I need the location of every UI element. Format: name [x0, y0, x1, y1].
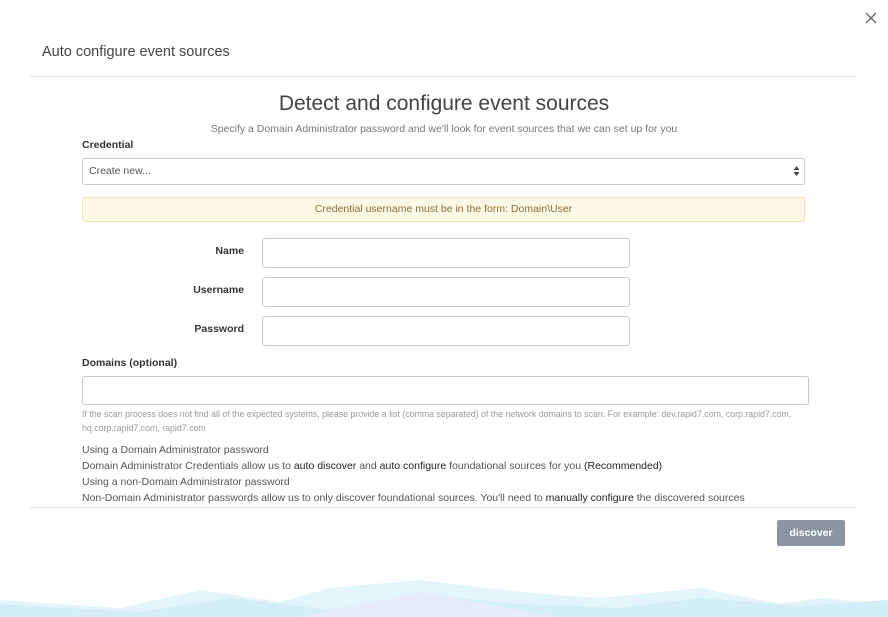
name-input[interactable]: [262, 238, 630, 268]
info-text: foundational sources for you: [446, 460, 584, 472]
credential-select-value: Create new...: [89, 165, 151, 177]
info-text: the discovered sources: [633, 492, 745, 504]
domains-help-text: If the scan process does not find all of the expected systems, please provide a list (comma separated) of the network domains to scan. For example: dev.rapid7.com, corp.rapid7.com, hq.corp.rapid7.com, rapid7.com: [82, 409, 792, 433]
discover-button[interactable]: discover: [777, 520, 845, 546]
password-label: Password: [194, 323, 244, 335]
domains-label: Domains (optional): [82, 357, 178, 369]
info-emphasis: manually configure: [545, 492, 634, 504]
info-emphasis: auto configure: [379, 460, 447, 472]
name-label: Name: [215, 245, 244, 257]
credential-notice: Credential username must be in the form: Domain\User: [82, 197, 805, 222]
domains-input[interactable]: [82, 376, 809, 405]
close-icon[interactable]: [862, 9, 880, 27]
info-text: Domain Administrator Credentials allow us to: [82, 460, 294, 472]
divider: [30, 507, 857, 508]
info-line-non-da-desc: [82, 492, 745, 504]
credential-label: Credential: [82, 139, 134, 151]
divider: [30, 76, 857, 77]
info-line-da: Using a Domain Administrator password: [82, 444, 269, 456]
info-line-non-da: Using a non-Domain Administrator password: [82, 476, 290, 488]
username-label: Username: [193, 284, 244, 296]
info-line-da-desc: [82, 460, 662, 472]
info-emphasis: auto discover: [293, 460, 357, 472]
dialog-title: Auto configure event sources: [42, 44, 230, 60]
page-title: Detect and configure event sources: [278, 92, 610, 115]
info-emphasis: (Recommended): [583, 460, 663, 472]
select-arrows-icon: [793, 164, 800, 178]
info-text: Non-Domain Administrator passwords allow us to only discover foundational sources. You'll need to: [82, 492, 546, 504]
credential-select[interactable]: [82, 158, 805, 185]
info-text: and: [356, 460, 380, 472]
page-subtitle: Specify a Domain Administrator password and we'll look for event sources that we can set up for you: [210, 123, 678, 135]
password-input[interactable]: [262, 316, 630, 346]
decorative-wave: [0, 580, 888, 617]
username-input[interactable]: [262, 277, 630, 307]
